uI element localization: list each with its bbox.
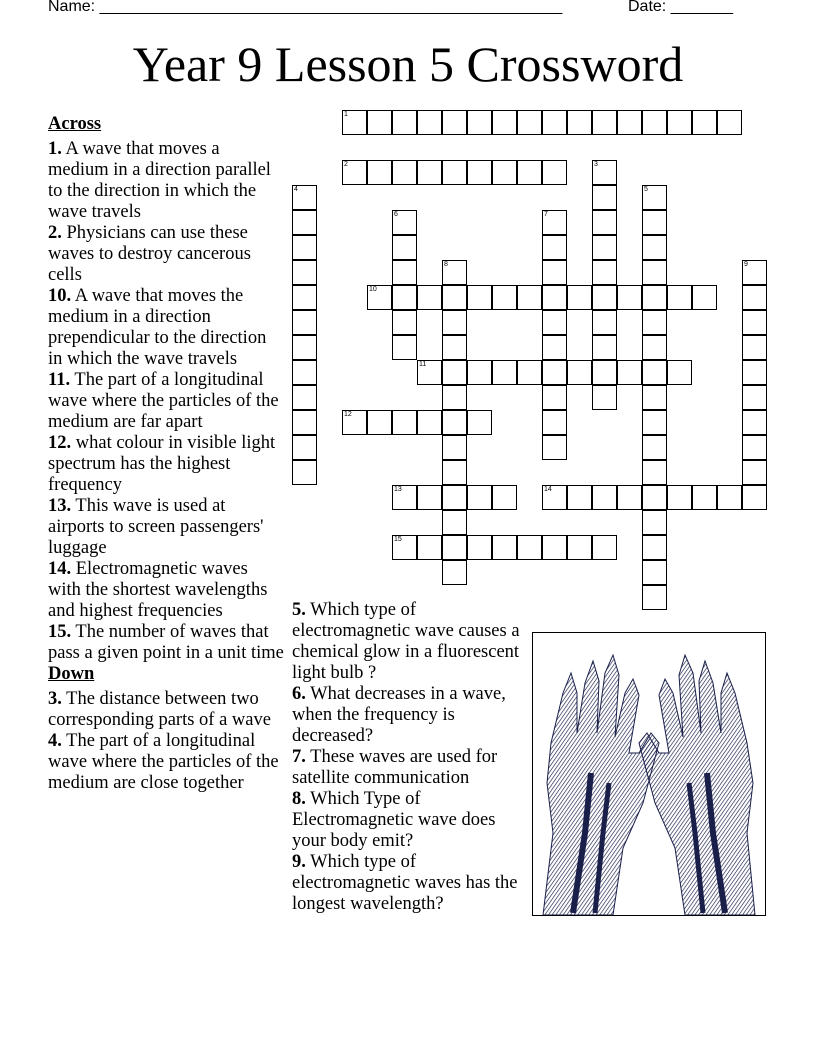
- grid-cell[interactable]: [642, 310, 667, 335]
- grid-cell[interactable]: [442, 535, 467, 560]
- clue-item: [48, 731, 284, 794]
- grid-cell[interactable]: [442, 510, 467, 535]
- grid-cell[interactable]: [642, 260, 667, 285]
- grid-cell[interactable]: [642, 485, 667, 510]
- cell-number: 8: [444, 261, 448, 268]
- grid-cell[interactable]: [742, 435, 767, 460]
- grid-cell[interactable]: [542, 385, 567, 410]
- grid-cell[interactable]: [442, 335, 467, 360]
- clue-text: The part of a longitudinal wave where the particles of the medium are close together: [48, 731, 279, 793]
- cell-number: 9: [744, 261, 748, 268]
- grid-cell[interactable]: [367, 160, 392, 185]
- grid-cell[interactable]: [592, 110, 617, 135]
- grid-cell[interactable]: [517, 535, 542, 560]
- grid-cell[interactable]: [642, 360, 667, 385]
- grid-cell[interactable]: [592, 260, 617, 285]
- clue-text: Which type of electromagnetic waves has the longest wavelength?: [292, 852, 518, 914]
- grid-cell[interactable]: [567, 485, 592, 510]
- clue-item: [48, 622, 284, 664]
- grid-cell[interactable]: [392, 335, 417, 360]
- clue-number: 15.: [48, 622, 72, 642]
- grid-cell[interactable]: [642, 560, 667, 585]
- grid-cell[interactable]: [642, 410, 667, 435]
- clue-item: [48, 559, 284, 622]
- grid-cell[interactable]: [292, 335, 317, 360]
- clue-number: 5.: [292, 600, 306, 620]
- grid-cell[interactable]: [642, 585, 667, 610]
- grid-cell[interactable]: [542, 485, 567, 510]
- grid-cell[interactable]: [442, 435, 467, 460]
- grid-cell[interactable]: [442, 560, 467, 585]
- grid-cell[interactable]: [542, 235, 567, 260]
- grid-cell[interactable]: [442, 110, 467, 135]
- grid-cell[interactable]: [292, 260, 317, 285]
- grid-cell[interactable]: [292, 285, 317, 310]
- grid-cell[interactable]: [592, 485, 617, 510]
- grid-cell[interactable]: [717, 110, 742, 135]
- down-clue-list-continued: [292, 600, 528, 915]
- clue-item: [292, 600, 528, 684]
- grid-cell[interactable]: [667, 485, 692, 510]
- name-field-line[interactable]: ____________________________________________________: [99, 0, 563, 15]
- clue-item: [292, 852, 528, 915]
- clue-number: 7.: [292, 747, 306, 767]
- cell-number: 3: [594, 161, 598, 168]
- clue-text: what colour in visible light spectrum has the highest frequency: [48, 433, 276, 495]
- grid-cell[interactable]: [292, 360, 317, 385]
- grid-cell[interactable]: [592, 335, 617, 360]
- cell-number: 15: [394, 536, 402, 543]
- grid-cell[interactable]: [392, 260, 417, 285]
- clue-number: 13.: [48, 496, 72, 516]
- grid-cell[interactable]: [392, 235, 417, 260]
- grid-cell[interactable]: [542, 160, 567, 185]
- clue-text: Physicians can use these waves to destroy cancerous cells: [48, 223, 251, 285]
- grid-cell[interactable]: [492, 160, 517, 185]
- xray-hands-picture: [533, 633, 765, 915]
- right-hand-shape: [639, 655, 755, 915]
- grid-cell[interactable]: [392, 110, 417, 135]
- clue-number: 1.: [48, 139, 62, 159]
- clue-item: [48, 496, 284, 559]
- grid-cell[interactable]: [492, 485, 517, 510]
- across-clue-list: [48, 139, 284, 664]
- clue-text: This wave is used at airports to screen passengers' luggage: [48, 496, 264, 558]
- grid-cell[interactable]: [492, 285, 517, 310]
- grid-cell[interactable]: [742, 260, 767, 285]
- clue-text: Electromagnetic waves with the shortest wavelengths and highest frequencies: [48, 559, 268, 621]
- date-field-line[interactable]: _______: [670, 0, 733, 15]
- clues-mid-column: [292, 600, 528, 915]
- cell-number: 11: [419, 361, 427, 368]
- grid-cell[interactable]: [442, 310, 467, 335]
- grid-cell[interactable]: [292, 210, 317, 235]
- clue-number: 10.: [48, 286, 72, 306]
- grid-cell[interactable]: [742, 335, 767, 360]
- grid-cell[interactable]: [292, 460, 317, 485]
- grid-cell[interactable]: [592, 310, 617, 335]
- grid-cell[interactable]: [417, 410, 442, 435]
- grid-cell[interactable]: [467, 285, 492, 310]
- grid-cell[interactable]: [642, 185, 667, 210]
- grid-cell[interactable]: [592, 285, 617, 310]
- grid-cell[interactable]: [292, 410, 317, 435]
- grid-cell[interactable]: [717, 485, 742, 510]
- cell-number: 14: [544, 486, 552, 493]
- grid-cell[interactable]: [492, 360, 517, 385]
- grid-cell[interactable]: [442, 260, 467, 285]
- clue-number: 9.: [292, 852, 306, 872]
- clue-text: A wave that moves the medium in a direction prependicular to the direction in which the wave travels: [48, 286, 267, 369]
- grid-cell[interactable]: [567, 110, 592, 135]
- grid-cell[interactable]: [592, 235, 617, 260]
- clue-number: 3.: [48, 689, 62, 709]
- grid-cell[interactable]: [442, 460, 467, 485]
- grid-cell[interactable]: [592, 535, 617, 560]
- grid-cell[interactable]: [542, 110, 567, 135]
- grid-cell[interactable]: [642, 460, 667, 485]
- grid-cell[interactable]: [342, 160, 367, 185]
- grid-cell[interactable]: [542, 260, 567, 285]
- grid-cell[interactable]: [492, 110, 517, 135]
- name-label: Name:: [48, 0, 96, 15]
- grid-cell[interactable]: [667, 360, 692, 385]
- grid-cell[interactable]: [642, 510, 667, 535]
- grid-cell[interactable]: [442, 410, 467, 435]
- grid-cell[interactable]: [542, 285, 567, 310]
- grid-cell[interactable]: [392, 285, 417, 310]
- grid-cell[interactable]: [592, 160, 617, 185]
- clue-text: A wave that moves a medium in a direction parallel to the direction in which the wave travels: [48, 139, 271, 222]
- clue-number: 6.: [292, 684, 306, 704]
- grid-cell[interactable]: [292, 435, 317, 460]
- grid-cell[interactable]: [642, 535, 667, 560]
- clue-item: [48, 370, 284, 433]
- grid-cell[interactable]: [417, 110, 442, 135]
- across-heading: Across: [48, 114, 102, 134]
- cell-number: 13: [394, 486, 402, 493]
- clue-number: 12.: [48, 433, 72, 453]
- grid-cell[interactable]: [392, 310, 417, 335]
- grid-cell[interactable]: [692, 485, 717, 510]
- grid-cell[interactable]: [742, 385, 767, 410]
- grid-cell[interactable]: [442, 385, 467, 410]
- grid-cell[interactable]: [542, 410, 567, 435]
- grid-cell[interactable]: [367, 410, 392, 435]
- grid-cell[interactable]: [642, 110, 667, 135]
- clue-text: The part of a longitudinal wave where the particles of the medium are far apart: [48, 370, 279, 432]
- clue-item: [48, 286, 284, 370]
- grid-cell[interactable]: [592, 210, 617, 235]
- clues-left-column: [48, 114, 284, 794]
- cell-number: 12: [344, 411, 352, 418]
- grid-cell[interactable]: [442, 485, 467, 510]
- grid-cell[interactable]: [417, 485, 442, 510]
- grid-cell[interactable]: [642, 285, 667, 310]
- clue-number: 2.: [48, 223, 62, 243]
- clue-text: Which Type of Electromagnetic wave does your body emit?: [292, 789, 496, 851]
- grid-cell[interactable]: [667, 110, 692, 135]
- grid-cell[interactable]: [467, 160, 492, 185]
- grid-cell[interactable]: [417, 160, 442, 185]
- grid-cell[interactable]: [617, 285, 642, 310]
- cell-number: 5: [644, 186, 648, 193]
- clue-text: These waves are used for satellite communication: [292, 747, 498, 788]
- cell-number: 7: [544, 211, 548, 218]
- grid-cell[interactable]: [542, 435, 567, 460]
- clue-item: [48, 689, 284, 731]
- grid-cell[interactable]: [642, 335, 667, 360]
- grid-cell[interactable]: [742, 485, 767, 510]
- grid-cell[interactable]: [667, 285, 692, 310]
- grid-cell[interactable]: [467, 485, 492, 510]
- grid-cell[interactable]: [392, 485, 417, 510]
- grid-cell[interactable]: [367, 110, 392, 135]
- grid-cell[interactable]: [592, 385, 617, 410]
- grid-cell[interactable]: [392, 210, 417, 235]
- grid-cell[interactable]: [292, 310, 317, 335]
- clue-item: [48, 139, 284, 223]
- grid-cell[interactable]: [467, 110, 492, 135]
- grid-cell[interactable]: [642, 385, 667, 410]
- grid-cell[interactable]: [742, 410, 767, 435]
- grid-cell[interactable]: [742, 310, 767, 335]
- clue-number: 4.: [48, 731, 62, 751]
- grid-cell[interactable]: [617, 110, 642, 135]
- grid-cell[interactable]: [392, 535, 417, 560]
- down-clue-list: [48, 689, 284, 794]
- xray-hands-image: [532, 632, 766, 916]
- grid-cell[interactable]: [492, 535, 517, 560]
- grid-cell[interactable]: [592, 360, 617, 385]
- clue-number: 14.: [48, 559, 72, 579]
- date-label: Date:: [628, 0, 667, 15]
- grid-cell[interactable]: [642, 210, 667, 235]
- grid-cell[interactable]: [392, 160, 417, 185]
- cell-number: 6: [394, 211, 398, 218]
- grid-cell[interactable]: [742, 360, 767, 385]
- grid-cell[interactable]: [342, 410, 367, 435]
- grid-cell[interactable]: [392, 410, 417, 435]
- page-title: Year 9 Lesson 5 Crossword: [132, 36, 684, 92]
- clue-number: 11.: [48, 370, 71, 390]
- grid-cell[interactable]: [742, 460, 767, 485]
- grid-cell[interactable]: [567, 285, 592, 310]
- grid-cell[interactable]: [467, 410, 492, 435]
- grid-cell[interactable]: [642, 435, 667, 460]
- grid-cell[interactable]: [342, 110, 367, 135]
- cell-number: 10: [369, 286, 377, 293]
- grid-cell[interactable]: [442, 285, 467, 310]
- down-heading: Down: [48, 664, 95, 684]
- clue-item: [292, 684, 528, 747]
- grid-cell[interactable]: [292, 185, 317, 210]
- grid-cell[interactable]: [542, 310, 567, 335]
- clue-item: [48, 433, 284, 496]
- left-hand-shape: [543, 655, 659, 915]
- grid-cell[interactable]: [542, 360, 567, 385]
- cell-number: 1: [344, 111, 348, 118]
- clue-text: The distance between two corresponding parts of a wave: [48, 689, 271, 730]
- grid-cell[interactable]: [517, 160, 542, 185]
- grid-cell[interactable]: [467, 535, 492, 560]
- clue-item: [292, 747, 528, 789]
- grid-cell[interactable]: [417, 535, 442, 560]
- cell-number: 4: [294, 186, 298, 193]
- clue-text: The number of waves that pass a given point in a unit time: [48, 622, 284, 663]
- clue-item: [48, 223, 284, 286]
- grid-cell[interactable]: [592, 185, 617, 210]
- grid-cell[interactable]: [442, 360, 467, 385]
- grid-cell[interactable]: [542, 335, 567, 360]
- grid-cell[interactable]: [292, 235, 317, 260]
- grid-cell[interactable]: [417, 285, 442, 310]
- grid-cell[interactable]: [617, 485, 642, 510]
- grid-cell[interactable]: [442, 160, 467, 185]
- grid-cell[interactable]: [417, 360, 442, 385]
- grid-cell[interactable]: [742, 285, 767, 310]
- grid-cell[interactable]: [517, 360, 542, 385]
- clue-text: Which type of electromagnetic wave causes a chemical glow in a fluorescent light bulb ?: [292, 600, 520, 683]
- cell-number: 2: [344, 161, 348, 168]
- clue-text: What decreases in a wave, when the frequency is decreased?: [292, 684, 506, 746]
- grid-cell[interactable]: [467, 360, 492, 385]
- grid-cell[interactable]: [542, 535, 567, 560]
- grid-cell[interactable]: [542, 210, 567, 235]
- grid-cell[interactable]: [642, 235, 667, 260]
- grid-cell[interactable]: [692, 285, 717, 310]
- grid-cell[interactable]: [692, 110, 717, 135]
- grid-cell[interactable]: [617, 360, 642, 385]
- grid-cell[interactable]: [517, 110, 542, 135]
- grid-cell[interactable]: [567, 535, 592, 560]
- clue-item: [292, 789, 528, 852]
- clue-number: 8.: [292, 789, 306, 809]
- name-date-line: [48, 0, 748, 16]
- grid-cell[interactable]: [517, 285, 542, 310]
- grid-cell[interactable]: [567, 360, 592, 385]
- grid-cell[interactable]: [292, 385, 317, 410]
- grid-cell[interactable]: [367, 285, 392, 310]
